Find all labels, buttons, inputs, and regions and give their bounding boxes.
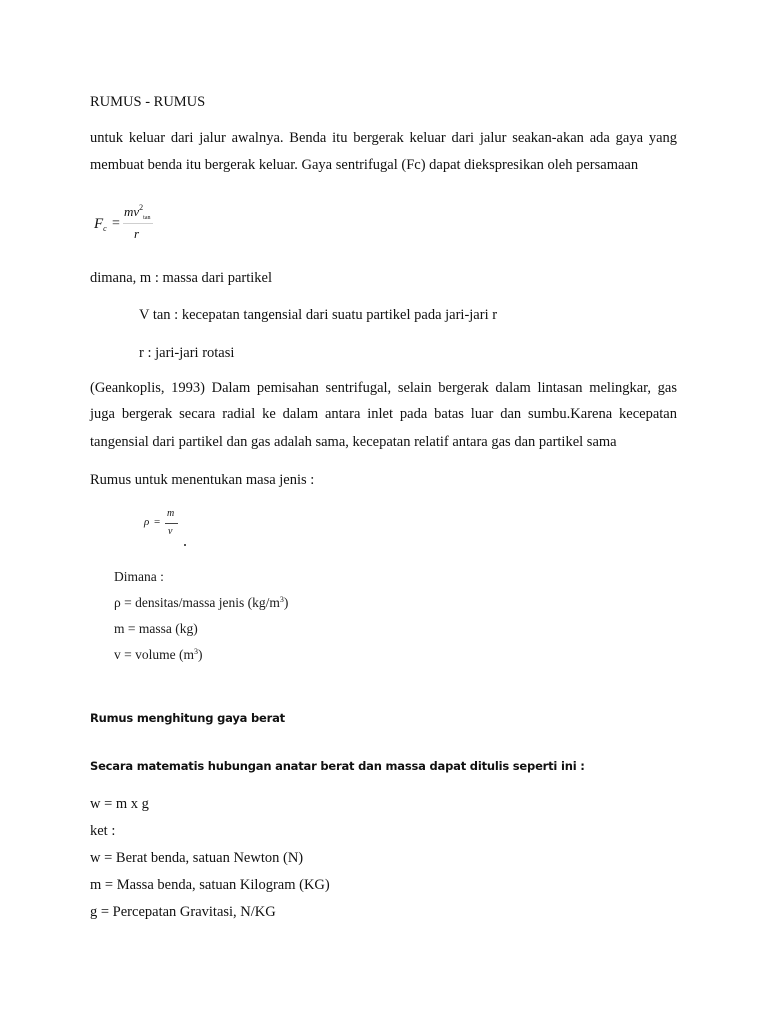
density-legend-m: m = massa (kg) xyxy=(114,621,198,636)
density-formula xyxy=(144,506,194,556)
formula-fc-fraction-bar xyxy=(123,223,153,224)
page-heading: RUMUS - RUMUS xyxy=(90,94,206,110)
weight-term-g: g = Percepatan Gravitasi, N/KG xyxy=(90,904,276,920)
formula-rho-denominator: v xyxy=(168,526,173,537)
weight-formula: w = m x g xyxy=(90,796,149,812)
formula-rho-lhs: ρ xyxy=(144,516,150,528)
density-legend-title: Dimana : xyxy=(114,569,164,584)
centrifugal-force-formula xyxy=(94,200,174,246)
weight-term-m: m = Massa benda, satuan Kilogram (KG) xyxy=(90,877,330,893)
paragraph-2-line-3: tangensial dari partikel dan gas adalah sama, kecepatan relatif antara gas dan partikel sama xyxy=(90,434,617,450)
weight-term-w: w = Berat benda, satuan Newton (N) xyxy=(90,850,304,866)
definition-r: r : jari-jari rotasi xyxy=(139,345,235,361)
formula-fc-denominator: r xyxy=(134,226,140,241)
definition-vtan: V tan : kecepatan tangensial dari suatu partikel pada jari-jari r xyxy=(139,307,498,323)
paragraph-1-line-2: membuat benda itu bergerak keluar. Gaya sentrifugal (Fc) dapat diekspresikan oleh persamaan xyxy=(90,157,639,173)
paragraph-2-line-1: (Geankoplis, 1993) Dalam pemisahan sentrifugal, selain bergerak dalam lintasan melingkar, gas xyxy=(90,380,677,396)
formula-rho-equals: = xyxy=(154,516,161,528)
paragraph-2-line-2: juga bergerak secara radial ke dalam antara inlet pada batas luar dan sumbu.Karena kecepatan xyxy=(90,406,677,422)
formula-fc-equals: = xyxy=(112,216,120,231)
formula-fc-numerator: $mv^2_{tan}$ xyxy=(124,203,151,221)
formula-fc-lhs: $F_c$ xyxy=(94,216,107,233)
density-intro: Rumus untuk menentukan masa jenis : xyxy=(90,472,315,488)
weight-heading: Rumus menghitung gaya berat xyxy=(90,711,285,725)
stray-dot xyxy=(184,544,186,546)
paragraph-1-line-1: untuk keluar dari jalur awalnya. Benda itu bergerak keluar dari jalur seakan-akan ada gaya yang xyxy=(90,130,677,146)
formula-rho-numerator: m xyxy=(167,508,175,519)
density-legend-rho: ρ = densitas/massa jenis $(kg/m^3)$ xyxy=(114,595,289,610)
ket-label: ket : xyxy=(90,823,116,839)
weight-intro: Secara matematis hubungan anatar berat dan massa dapat ditulis seperti ini : xyxy=(90,759,585,773)
definition-m: dimana, m : massa dari partikel xyxy=(90,270,273,286)
density-legend-v: v = volume $(m^3)$ xyxy=(114,647,203,662)
formula-rho-fraction-bar xyxy=(165,523,178,524)
